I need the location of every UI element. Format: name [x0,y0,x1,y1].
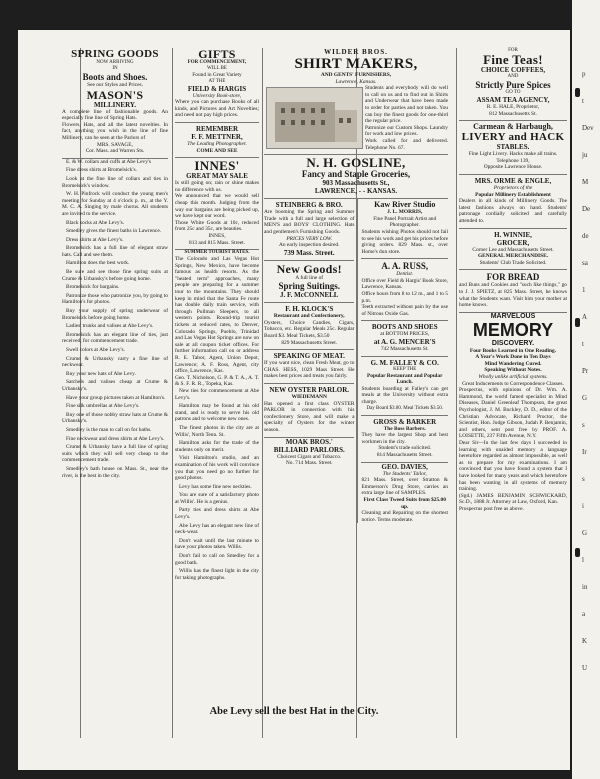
marvelous-heading: MARVELOUS [490,312,536,320]
text: NOW ARRIVING [96,60,134,65]
text: Has opened a first class OYSTER PARLOR in connection with his confectionery Store, and will make a specialty of Oysters for the winter season. [264,400,355,433]
text: First Class Tweed Suits from $25.00 up. [363,496,446,510]
text: A full line of [295,274,324,281]
local-item: Smedley gives the finest baths in Lawrence. [66,228,162,235]
text: Fine Panel Portrait Artist and Photographer. [373,215,437,229]
strip-fragment: s [582,421,585,429]
text: Prospectus, with opinions of Dr. Wm. A. Hammond, the world famed specialist in Mind Diseases, Daniel Greenleaf Thompson, the great Psychologist, J. M. Buckley, D. D., editor of the Christian Advocate, Richard Proctor, the Scientist, Hon. Judge Gibson, Judah P. Benjamin, and others, sent post free by PROF. A. LOISETTE, 237 Fifth Avenue, N.Y. [459,387,567,440]
text: Office hours from 8 to 12 m., and 1 to 5 p.m. [361,291,448,304]
text: They have the largest Shop and best workmen in the city. [361,432,448,445]
text: No. 714 Mass. Street. [285,460,333,467]
text: The Colorado and Las Vegas Hot Springs, New Mexico, have become famous as health resorts. As the "heated term" approaches, many people are preparing for a summer tour to the mountains. They should keep in mind that the Santa Fe route has double daily train service, with through Pullman Sleepers, to all western points. Round-trip tourist tickets at reduced rates, to Denver, Colorado Springs, Pueblo, Trinidad and Las Vegas Hot Springs are now on sale at all coupon ticket offices. For further information call on or address R. E. Tabor, Agent, Union Depot, Lawrence; A. F. Ross, Agent, city office, Lawrence, Kas. [175,256,259,375]
text: and Buns and Cookies and "such like things," go to J. J. SPIETZ, at 825 Mass. Street, he knows what the Students want. Visit him your mother at home knows. [459,282,567,309]
local-item: Visit Hamilton's studio, and an examination of his work will convince you that you need go no further for good photos. [175,455,259,482]
strip-fragment: G [582,529,588,537]
text: AT THE [208,78,226,84]
local-item: Bromelsick has an elegant line of ties, just received, for commencement trade. [62,331,168,345]
strip-fragment: t [582,340,584,348]
strip-text [582,70,594,691]
text: DISCOVERY. [491,339,535,347]
text: 739 Mass. Street. [283,248,335,257]
strip-fragment: ju [582,151,588,159]
text: 813 and 815 Mass. Street. [189,239,245,246]
text: Popular Millinery Establishment [475,191,551,198]
local-items [175,388,259,581]
text: Opposite Lawrence House. [483,164,543,171]
local-item: The finest photos in the city are at Willis', North Tenn. St. [175,424,259,438]
text: KEEP THE [393,366,417,372]
great-sale-heading: GREAT MAY SALE [186,172,248,181]
assam-heading: ASSAM TEA AGENCY, [476,96,550,104]
text: GENERAL MERCHANDISE. [477,253,549,260]
text: Day Board $3.00. Meal Tickets $3.50. [366,405,443,411]
text: STABLES. [496,143,530,152]
strip-fragment: G [582,394,588,402]
steinberg-heading: STEINBERG & BRO. [275,201,343,210]
text: Dear Sir—In the last few days I succeeded in learning with unaided memory a language heretofore regarded as almost impossible, as well as to prepare for my examinations. I am convinced that you have found a system that I have looked for many years and which heretofore has been wanting in all systems of memory training. [459,440,567,493]
local-item: Buy your new hats of Abe Levy. [66,370,136,377]
billiard-heading: BILLIARD PARLORS. [273,445,345,454]
text: PRICES VERY LOW. [286,235,333,242]
strip-fragment: Pr [582,367,589,375]
kaw-studio-heading: Kaw River Studio [374,200,436,210]
livery-heading: LIVERY and HACK [461,131,565,144]
strip-fragment: sa [582,259,588,267]
local-item: Party ties and dress shirts at Abe Levy's. [175,507,259,521]
text: Flowers, Hats, and all the latest novelties. In fact, anything you wish in the line of fine Millinery, can be seen at the Parlors of [62,121,168,141]
groceries-heading: Fancy and Staple Groceries, [301,169,411,180]
local-item: Willis has the finest light in the city for taking photographs. [175,568,259,581]
local-item: Fine silk umbrellas at Abe Levy's. [66,403,140,410]
text: University Book-store, [192,92,242,99]
text: 742 Massachusetts St. [380,346,429,353]
shirt-makers-heading: SHIRT MAKERS, [294,56,418,72]
local-item: Bromelsick has a full line of elegant straw hats. Call and see them. [62,245,168,258]
innes-heading: INNES' [194,158,240,174]
column-5 [459,46,567,513]
text: MRS. SAVAGE, [97,141,133,148]
local-item: Buy your supply of spring underwear of Bromelsick before going home. [62,308,168,321]
moak-heading: MOAK BROS.' [285,437,333,446]
text: GO TO [505,90,521,95]
text: Cleaning and Repairing on the shortest notice. Terms moderate. [361,510,448,523]
gross-barker-heading: GROSS & BARKER [373,417,437,426]
text: Students and everybody will do well to call on us and to find out in Shirts and Underwear that have been made to order for parties and not taken. You can buy the finest goods for one-third the regular price. [365,85,448,125]
masons-heading: MASON'S [86,87,144,102]
local-item: Have your group pictures taken at Hamilton's. [66,394,166,401]
text: Are booming the Spring and Summer Trade with a full and large selection of MEN'S and BOYS' CLOTHING. Hats and gentlemen's Furnishing Goods. [264,209,355,235]
text: Speaking Without Notes. [484,367,542,374]
local-item: Bromelsick for bargains. [66,284,120,291]
local-item: Dress shirts at Abe Levy's. [66,236,124,243]
text: Dentist. [396,271,414,278]
text: 903 Massachusetts St., [322,179,390,188]
text: A complete line of fashionable goods. An especially fine line of Spring Hats. [62,108,168,122]
text: LAWRENCE, - - KANSAS. [314,187,398,196]
local-item: Buy one of those nobby straw hats at Crume & Urbansky's. [62,411,168,425]
meat-heading: SPEAKING OF MEAT. [273,352,345,361]
adjacent-page-strip [572,0,600,779]
middle-columns [264,46,448,523]
local-item: Patronize those who patronize you, by going to Hamilton's for photos. [62,292,168,306]
bread-heading: FOR BREAD [486,272,540,283]
text: Wholly unlike artificial systems. [478,374,548,381]
text: Corner Lee and Massachusetts Street. [472,246,554,253]
text: Students wishing Photos should not fail to see his work and get his prices before giving orders. 829 Mass. st., over Home's dun store. [361,228,448,255]
text: WILL BE [207,66,227,71]
local-item: Fine neckwear and dress shirts at Abe Levy's. [66,435,165,442]
text: The Boss Barbers. [383,425,426,432]
text: Strictly Pure Spices [475,80,551,90]
strip-fragment: U [582,664,588,672]
text: Prospectus post free as above. [459,505,524,512]
engle-heading: MRS. ORME & ENGLE, [474,176,552,185]
strip-fragment: i [582,502,584,510]
remember-heading: REMEMBER [196,124,238,133]
new-goods-heading: New Goods! [276,261,342,276]
text: A Year's Work Done in Ten Days [475,354,551,361]
local-item: Ladies' trunks and valises at Abe Levy's. [66,323,154,330]
text: We announced that we would sell cheap this month. Judging from the way our bargains are being picked up, we have kept our word. [175,193,259,220]
text: Cor. Mass. and Warren Sts. [85,148,145,155]
text: Where you can purchase Books of all kinds, and Pictures and Art Novelties; and need not pay high prices. [175,99,259,119]
local-item: Crume & Urbansky have a full line of spring suits which they will sell very cheap to the commencement trade. [62,444,168,464]
text: Lawrence, Kansas. [335,78,377,85]
text: R. E. HALE, Proprietor, [486,104,540,110]
strip-fragment: t [582,97,584,105]
local-item: Satchels and valises cheap at Crume & Urbansky's. [62,379,168,392]
strip-fragment: 1 [582,286,586,294]
local-item: Crume & Urbansky carry a fine line of neckwear. [62,355,168,369]
text: 829 Massachusetts Street. [281,339,338,346]
text: 814 Massachusetts Street. [376,451,433,458]
boots-heading: Boots and Shoes. [82,72,148,82]
strip-fragment: A [582,313,588,321]
local-item: Fine dress shirts at Bromelsick's. [66,167,137,174]
carmean-heading: Carmean & Harbaugh, [473,122,553,132]
text: Students' Club Trade Solicited. [479,259,547,266]
text: WIEDEMANN [291,394,327,401]
text: Those White Goods at 10c, reduced from 25c and 35c, are beauties. [175,219,259,233]
text: Popular Restaurant and Popular Lunch. [366,372,443,386]
text: (Sgd.) JAMES BENJAMIN SCHWICKARD, Sc.D., 1888 Jr. Attorney at Law, Oxford, Kan. [459,492,567,506]
wilder-heading: WILDER BROS. [324,48,388,56]
strip-fragment: l [582,556,584,564]
davies-heading: GEO. DAVIES, [381,462,428,471]
russ-heading: A. A. RUSS, [381,261,429,272]
local-item: Look at the fine line of collars and ties in Bromelsick's window. [62,175,168,189]
local-item: E. & W. collars and cuffs at Abe Levy's [66,158,152,165]
text: at BOTTOM PRICES, [380,331,430,338]
spring-goods-heading: SPRING GOODS [71,48,159,60]
footer-banner: Abe Levy sell the best Hat in the City. [209,706,379,717]
text: Four Books Learned in One Reading. [469,347,557,354]
text: Teeth extracted without pain by the use of Nitrous Oxide Gas. [361,304,448,317]
text: at A. G. MENCER'S [373,338,436,347]
gifts-heading: GIFTS [198,47,236,61]
building-engraving [266,87,363,149]
text: See our Styles and Prices. [87,82,143,88]
fine-teas-heading: Fine Teas! [483,52,543,67]
text: Found in Great Variety [192,72,242,78]
text: If you want nice, clean Fresh Meat, go to CHAS. HESS, 1029 Mass Street. He makes best prices and treats you fairly. [264,360,355,380]
text: Is still going on; rain or shine makes no difference with us. [175,180,259,193]
local-item: Be sure and see those fine spring suits at Crume & Urbansky's before going home. [62,269,168,282]
binding-hole [575,318,580,327]
local-item: Hamilton asks for the trade of the students only on merit. [175,440,259,453]
text: COME AND SEE [196,147,238,154]
falley-heading: G. M. FALLEY & CO. [370,358,439,367]
local-item: Don't wait until the last minute to have your photos taken. Willis. [175,537,259,551]
strip-fragment: in [582,583,588,591]
binding-hole [575,548,580,557]
strip-fragment: p [582,70,586,78]
text: IN [112,66,118,71]
oyster-heading: NEW OYSTER PARLOR. [269,386,350,395]
local-items [62,159,168,479]
column-2 [175,46,259,583]
text: CHOICE COFFEES, [480,66,546,74]
strip-fragment: de [582,232,589,240]
text: FOR [508,48,518,53]
text: Proprietors of the [493,184,533,191]
text: Restaurant and Confectionery, [273,313,345,320]
text: Students boarding at Falley's can get meals at the University without extra charge. [361,385,448,405]
text: Patronize our Custom Shops. Laundry for work and low prices. [365,124,448,138]
gosline-heading: N. H. GOSLINE, [306,155,406,171]
field-hargis-heading: FIELD & HARGIS [187,84,247,93]
text: The Leading Photographer. [187,140,247,147]
text: FOR COMMENCEMENT, [187,60,247,65]
text: An early inspection desired. [278,242,340,249]
text: 821 Mass. Street, over Stratton & Emmerson's Drug Store, carries an extra large line of SAMPLES. [361,477,448,497]
text: J. F. McCONNELL [280,291,339,300]
strip-fragment: De [582,205,591,213]
local-item: Hamilton may be found at his old stand, and is ready to serve his old patrons and to welcome new ones. [175,403,259,423]
text: Telephone 139, [496,157,530,164]
memory-heading: MEMORY [472,319,554,340]
klock-heading: F. H. KLOCK'S [285,305,334,314]
strip-fragment: Ir [582,448,587,456]
local-item: Swell colors at Abe Levy's. [66,347,125,353]
text: The Students' Tailor, [382,470,427,477]
column-1 [62,46,168,481]
local-item: Smedley's bath house on Mass. St., near the river, is the best in the city. [62,465,168,479]
spring-suitings-heading: Spring Suitings. [278,281,340,292]
local-item: Smedley is the man to call on for baths. [66,426,152,433]
strip-fragment: s [582,475,585,483]
winnie-heading: H. WINNIE, [494,230,532,239]
text: INNES, [208,232,226,239]
local-item: Don't fail to call on Smedley for a good bath. [175,553,259,566]
local-item: Abe Levy has an elegant new line of neck-wear. [175,522,259,536]
millinery-heading: MILLINERY. [93,100,137,109]
binding-hole [575,88,580,97]
text: Mind Wandering Cured. [484,360,542,367]
strip-fragment: M [582,178,589,186]
newspaper-page [18,30,570,770]
text: 812 Massachusetts St. [489,110,537,117]
local-item: W. H. Pinfrock will conduct the young men's meeting for Sunday at 4 o'clock p. m., at the Y. M. C. A. Singing by male chorus. All students are invited to the service. [62,191,168,217]
text: Fine Light Livery. Hacks make all trains. [468,151,558,158]
text: Student's trade solicited. [378,445,432,452]
text: AND GENTS' FURNISHERS, [320,72,392,78]
local-item: Black socks at Abe Levy's. [66,219,125,226]
strip-fragment: a [582,610,586,618]
text: Work called for and delivered. Telephone No. 67. [365,137,448,151]
local-item: You are sure of a satisfactory photo at Willis'. He is a genius. [175,492,259,505]
text: AND [507,74,519,79]
local-item: Hamilton does the best work. [66,260,130,267]
local-item: New ties for commencement at Abe Levy's. [175,387,259,401]
text: Geo. T. Nicholson, G. P. & T. A., A. T. & S. F. R. R., Topeka, Kas. [175,374,259,388]
mettner-heading: F. F. METTNER, [191,132,243,141]
text: Great Inducements to Correspondence Classes. [462,380,564,387]
text: Choicest Cigars and Tobacco. [277,453,342,460]
strip-fragment: K [582,637,588,645]
strip-fragment: Dev [582,124,594,132]
boots-shoes-heading: BOOTS AND SHOES [371,323,438,332]
summer-rates-heading: SUMMER TOURIST RATES. [184,250,250,256]
text: J. L. MORRIS, [387,209,423,216]
local-item: Levy has some fine new neckties. [179,483,252,490]
text: Office over Field & Hargis' Book Store, Lawrence, Kansas. [361,277,448,291]
text: Dealers in all kinds of Millinery Goods. The latest fashions always on hand. Students' patronage cordially solicited and carefully attended to. [459,198,567,224]
text: Oysters, Choice Candies, Cigars, Tobacco, etc. Regular Meals 25c. Regular Board $3. Meal Tickets, $3.50 [264,319,355,340]
text: GROCER, [496,238,530,247]
